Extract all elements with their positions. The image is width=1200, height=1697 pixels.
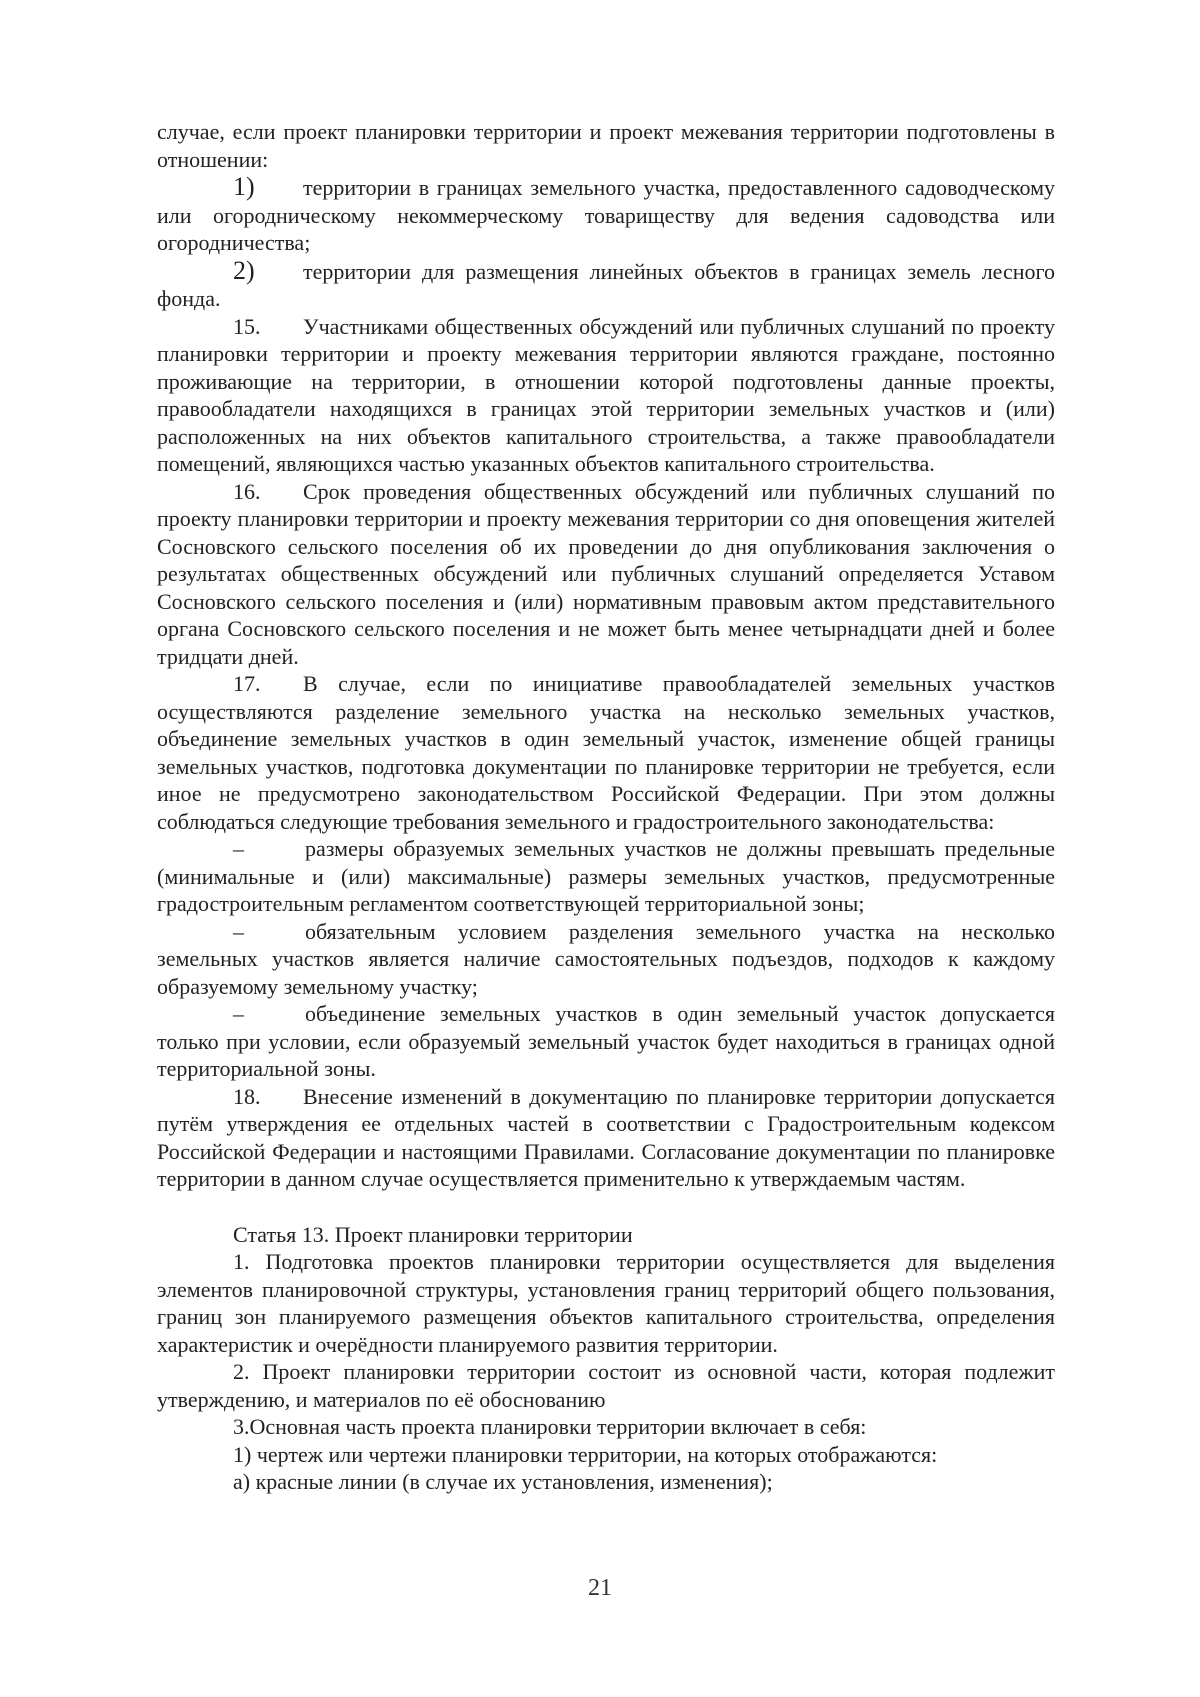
list-item-text: территории в границах земельного участка, предоставленного садоводческому или огородническому некоммерческому товариществу для ведения садоводства или огородничества; — [157, 175, 1055, 255]
clause-text: Участниками общественных обсуждений или публичных слушаний по проекту планировки территории и проекту межевания территории являются граждане, постоянно проживающие на территории, в отношении которой подготовлены данные проекты, правообладатели находящихся в границах этой территории земельных участков и (или) расположенных на них объектов капитального строительства, а также правообладатели помещений, являющихся частью указанных объектов капитального строительства. — [157, 313, 1055, 476]
clause-number: 16. — [233, 478, 261, 504]
document-body — [157, 118, 1055, 1496]
list-number: 2) — [233, 255, 255, 285]
article-subitem-1: 1) чертеж или чертежи планировки территории, на которых отображаются: — [233, 1441, 938, 1467]
paragraph-text: случае, если проект планировки территории и проект межевания территории подготовлены в отношении: — [157, 119, 1055, 172]
dash-item-2 — [157, 918, 1055, 1001]
list-item-2 — [157, 257, 1055, 313]
dash-item-3 — [157, 1000, 1055, 1083]
dash-item-text: объединение земельных участков в один земельный участок допускается только при условии, если образуемый земельный участок будет находиться в границах одной территориальной зоны. — [157, 1001, 1055, 1081]
article-title: Статья 13. Проект планировки территории — [233, 1221, 633, 1247]
dash-item-text: обязательным условием разделения земельного участка на несколько земельных участков является наличие самостоятельных подъездов, подходов к каждому образуемому земельному участку; — [157, 918, 1055, 999]
dash-marker: – — [233, 1001, 244, 1026]
list-number: 1) — [233, 172, 255, 201]
clause-number: 17. — [233, 671, 261, 696]
clause-text: В случае, если по инициативе правообладателей земельных участков осуществляются разделение земельного участка на несколько земельных участков, объединение земельных участков в один земельный участок, изменение общей границы земельных участков, подготовка документации по планировке территории не требуется, если иное не предусмотрено законодательством Российской Федерации. При этом должны соблюдаться следующие требования земельного и градостроительного законодательства: — [157, 671, 1055, 834]
clause-text: Внесение изменений в документацию по планировке территории допускается путём утверждения ее отдельных частей в соответствии с Градостроительным кодексом Российской Федерации и настоящими Правилами. Согласование документации по планировке территории в данном случае осуществляется применительно к утверждаемым частям. — [157, 1083, 1055, 1191]
list-item-text: территории для размещения линейных объектов в границах земель лесного фонда. — [157, 258, 1055, 311]
page-number: 21 — [588, 1575, 612, 1601]
article-paragraph-3: 3.Основная часть проекта планировки территории включает в себя: — [233, 1414, 867, 1439]
list-item-1 — [157, 173, 1055, 257]
dash-marker: – — [233, 918, 244, 944]
dash-item-1 — [157, 835, 1055, 918]
dash-item-text: размеры образуемых земельных участков не должны превышать предельные (минимальные и (или) максимальные) размеры земельных участков, предусмотренные градостроительным регламентом соответствующей территориальной зоны; — [157, 836, 1055, 916]
clause-18 — [157, 1083, 1055, 1193]
article-subitem-1a: а) красные линии (в случае их установления, изменения); — [233, 1469, 773, 1494]
paragraph-intro — [157, 118, 1055, 173]
clause-number: 18. — [233, 1083, 261, 1109]
section-gap — [157, 1193, 1055, 1221]
clause-text: Срок проведения общественных обсуждений или публичных слушаний по проекту планировки территории и проекту межевания территории со дня оповещения жителей Сосновского сельского поселения об их проведении до дня опубликования заключения о результатах общественных обсуждений или публичных слушаний определяется Уставом Сосновского сельского поселения и (или) нормативным правовым актом представительного органа Сосновского сельского поселения и не может быть менее четырнадцати дней и более тридцати дней. — [157, 478, 1055, 669]
clause-15 — [157, 313, 1055, 478]
clause-17 — [157, 670, 1055, 835]
clause-number: 15. — [233, 313, 261, 339]
clause-16 — [157, 478, 1055, 671]
article-paragraph-1: 1. Подготовка проектов планировки территории осуществляется для выделения элементов планировочной структуры, установления границ территорий общего пользования, границ зон планируемого размещения объектов капитального строительства, определения характеристик и очерёдности планируемого развития территории. — [157, 1249, 1055, 1357]
article-paragraph-2: 2. Проект планировки территории состоит из основной части, которая подлежит утверждению, и материалов по её обоснованию — [157, 1359, 1055, 1412]
dash-marker: – — [233, 836, 244, 861]
